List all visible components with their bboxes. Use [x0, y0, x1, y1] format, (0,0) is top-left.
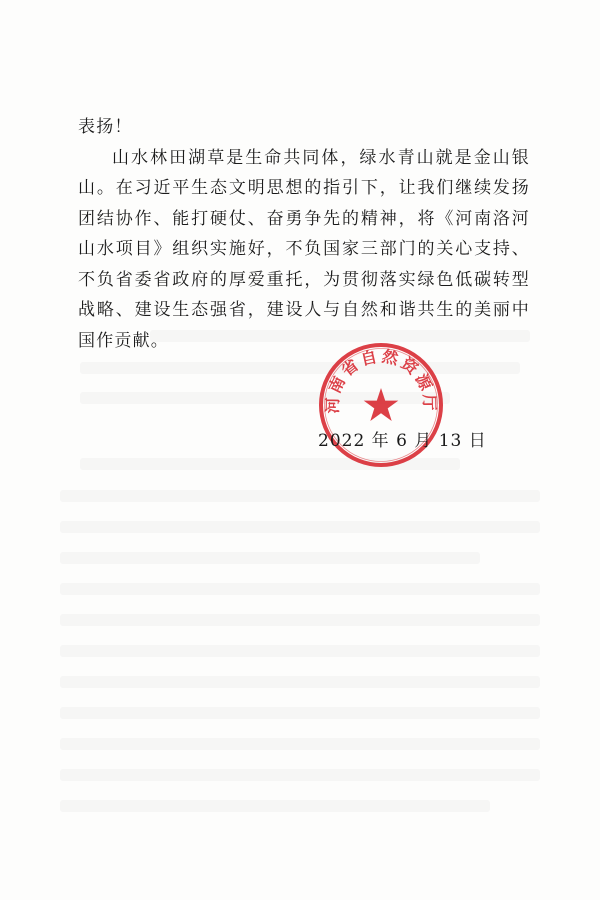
body-paragraph: 山水林田湖草是生命共同体，绿水青山就是金山银山。在习近平生态文明思想的指引下，让我们继续发扬团结协作、能打硬仗、奋勇争先的精神，将《河南洛河山水项目》组织实施好，不负国家三部门的关心支持、不负省委省政府的厚爱重托，为贯彻落实绿色低碳转型战略、建设生态强省，建设人与自然和谐共生的美丽中国作贡献。 — [78, 147, 530, 351]
bleed-through-line — [60, 645, 540, 657]
bleed-through-line — [60, 769, 540, 781]
bleed-through-line — [60, 614, 540, 626]
bleed-through-line — [60, 707, 540, 719]
bleed-through-line — [60, 800, 490, 812]
document-date: 2022 年 6 月 13 日 — [318, 431, 487, 451]
bleed-through-line — [60, 738, 540, 750]
bleed-through-line — [60, 552, 480, 564]
star-icon — [364, 388, 399, 421]
letter-body — [78, 112, 530, 356]
bleed-through-line — [60, 583, 540, 595]
bleed-through-line — [80, 362, 520, 374]
bleed-through-line — [60, 490, 540, 502]
seal-text: 河南省自然资源厅 — [322, 346, 440, 414]
bleed-through-line — [60, 676, 540, 688]
bleed-through-line — [60, 521, 540, 533]
closing-word: 表扬！ — [78, 117, 133, 137]
